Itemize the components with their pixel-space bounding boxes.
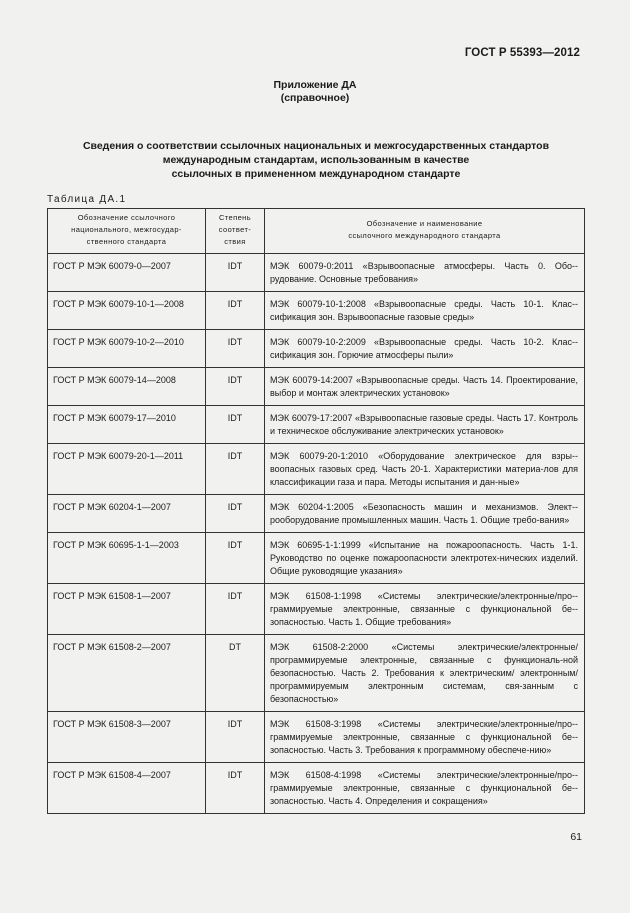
international-standard-cell: МЭК 60079-17:2007 «Взрывоопасные газовые среды. Часть 17. Контроль и техническое обслуживание электрических установок» xyxy=(265,406,585,444)
national-standard-cell: ГОСТ Р МЭК 60079-10-1—2008 xyxy=(48,292,206,330)
national-standard-cell: ГОСТ Р МЭК 60079-20-1—2011 xyxy=(48,444,206,495)
correspondence-table xyxy=(47,208,585,814)
section-title-line: Сведения о соответствии ссылочных национальных и межгосударственных стандартов xyxy=(82,140,550,152)
table-row xyxy=(48,444,585,495)
national-standard-cell: ГОСТ Р МЭК 61508-4—2007 xyxy=(48,763,206,814)
header-international-standard xyxy=(265,209,585,254)
header-degree xyxy=(206,209,265,254)
national-standard-cell: ГОСТ Р МЭК 60695-1-1—2003 xyxy=(48,533,206,584)
international-standard-cell: МЭК 60079-0:2011 «Взрывоопасные атмосферы. Часть 0. Обо-рудование. Основные требования» xyxy=(265,254,585,292)
table-row xyxy=(48,763,585,814)
degree-cell: IDT xyxy=(206,292,265,330)
national-standard-cell: ГОСТ Р МЭК 60079-0—2007 xyxy=(48,254,206,292)
national-standard-cell: ГОСТ Р МЭК 61508-1—2007 xyxy=(48,584,206,635)
international-standard-cell: МЭК 60204-1:2005 «Безопасность машин и механизмов. Элект-рооборудование промышленных машин. Часть 1. Общие требо-вания» xyxy=(265,495,585,533)
table-header-row xyxy=(48,209,585,254)
appendix-subtitle: (справочное) xyxy=(280,92,350,104)
national-standard-cell: ГОСТ Р МЭК 61508-2—2007 xyxy=(48,635,206,712)
header-line: соответ- xyxy=(218,225,252,234)
table-row xyxy=(48,584,585,635)
degree-cell: IDT xyxy=(206,368,265,406)
international-standard-cell: МЭК 60079-10-2:2009 «Взрывоопасные среды. Часть 10-2. Клас-сификация зон. Горючие атмосферы пыли» xyxy=(265,330,585,368)
header-line: ссылочного международного стандарта xyxy=(348,231,501,240)
international-standard-cell: МЭК 61508-4:1998 «Системы электрические/электронные/про-граммируемые электронные, связанные с функциональной бе-зопасностью. Часть 4. Определения и сокращения» xyxy=(265,763,585,814)
table-row xyxy=(48,254,585,292)
header-line: Степень xyxy=(218,213,252,222)
table-row xyxy=(48,292,585,330)
table-row xyxy=(48,533,585,584)
international-standard-cell: МЭК 60695-1-1:1999 «Испытание на пожароопасность. Часть 1-1. Руководство по оценке пожароопасности электротех-нических изделий. Общие руководящие указания» xyxy=(265,533,585,584)
header-line: ствия xyxy=(224,237,246,246)
table-label: Таблица ДА.1 xyxy=(47,194,127,205)
national-standard-cell: ГОСТ Р МЭК 61508-3—2007 xyxy=(48,712,206,763)
table-row xyxy=(48,495,585,533)
international-standard-cell: МЭК 61508-2:2000 «Системы электрические/электронные/ программируемые электронные, связанные с функциональ-ной безопасностью. Часть 2. Требования к электрическим/ электронным/программируемым электронным системам, свя-занным с безопасностью» xyxy=(265,635,585,712)
degree-cell: IDT xyxy=(206,533,265,584)
national-standard-cell: ГОСТ Р МЭК 60204-1—2007 xyxy=(48,495,206,533)
international-standard-cell: МЭК 61508-3:1998 «Системы электрические/электронные/про-граммируемые электронные, связанные с функциональной бе-зопасностью. Часть 3. Требования к программному обеспече-нию» xyxy=(265,712,585,763)
degree-cell: IDT xyxy=(206,444,265,495)
appendix-heading xyxy=(0,79,630,105)
national-standard-cell: ГОСТ Р МЭК 60079-17—2010 xyxy=(48,406,206,444)
header-line: национального, межгосудар- xyxy=(71,225,182,234)
international-standard-cell: МЭК 60079-10-1:2008 «Взрывоопасные среды. Часть 10-1. Клас-сификация зон. Взрывоопасные газовые среды» xyxy=(265,292,585,330)
document-code: ГОСТ Р 55393—2012 xyxy=(464,47,580,59)
national-standard-cell: ГОСТ Р МЭК 60079-14—2008 xyxy=(48,368,206,406)
degree-cell: IDT xyxy=(206,584,265,635)
page-number: 61 xyxy=(570,831,582,843)
national-standard-cell: ГОСТ Р МЭК 60079-10-2—2010 xyxy=(48,330,206,368)
appendix-title: Приложение ДА xyxy=(273,79,357,91)
degree-cell: DT xyxy=(206,635,265,712)
table-row xyxy=(48,635,585,712)
degree-cell: IDT xyxy=(206,406,265,444)
header-line: ственного стандарта xyxy=(86,237,167,246)
table-row xyxy=(48,712,585,763)
degree-cell: IDT xyxy=(206,495,265,533)
table-row xyxy=(48,406,585,444)
header-national-standard xyxy=(48,209,206,254)
international-standard-cell: МЭК 61508-1:1998 «Системы электрические/электронные/про-граммируемые электронные, связанные с функциональной бе-зопасностью. Часть 1. Общие требования» xyxy=(265,584,585,635)
degree-cell: IDT xyxy=(206,254,265,292)
degree-cell: IDT xyxy=(206,763,265,814)
international-standard-cell: МЭК 60079-14:2007 «Взрывоопасные среды. Часть 14. Проектирование, выбор и монтаж электрических установок» xyxy=(265,368,585,406)
section-title xyxy=(40,139,592,181)
section-title-line: ссылочных в примененном международном стандарте xyxy=(171,168,461,180)
header-line: Обозначение и наименование xyxy=(366,219,483,228)
header-line: Обозначение ссылочного xyxy=(77,213,176,222)
degree-cell: IDT xyxy=(206,712,265,763)
table-row xyxy=(48,330,585,368)
section-title-line: международным стандартам, использованным в качестве xyxy=(162,154,470,166)
international-standard-cell: МЭК 60079-20-1:2010 «Оборудование электрическое для взры-воопасных газовых сред. Часть 20-1. Характеристики материа-лов для классификации газа и пара. Методы испытания и дан-ные» xyxy=(265,444,585,495)
degree-cell: IDT xyxy=(206,330,265,368)
table-row xyxy=(48,368,585,406)
